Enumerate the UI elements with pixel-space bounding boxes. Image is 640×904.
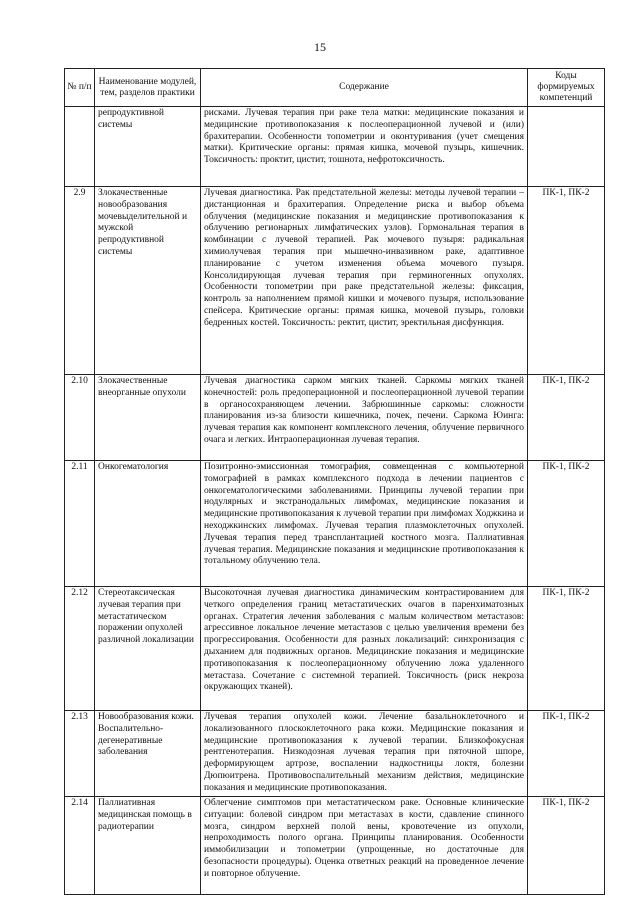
row-module-name: Стереотаксическая лучевая терапия при метастатическом поражении опухолей различной локализации bbox=[95, 587, 201, 711]
row-content: Высокоточная лучевая диагностика динамическим контрастированием для четкого определения границ метастатических очагов в паренхиматозных органах. Стратегия лечения заболевания с малым количеством метастазов: агрессивное локальное лечение метастазов с целью увеличения времени без прогрессирования. Особенности для разных локализаций: синхронизация с дыханием для подвижных органов. Медицинские показания и медицинские противопоказания к послеоперационному облучению ложа удаленного метастаза. Сочетание с системной терапией. Токсичность (риск некроза окружающих тканей). bbox=[201, 587, 528, 711]
row-number: 2.10 bbox=[65, 375, 95, 461]
row-module-name: Онкогематология bbox=[95, 461, 201, 587]
row-module-name: Злокачественные внеорганные опухоли bbox=[95, 375, 201, 461]
row-content: рисками. Лучевая терапия при раке тела матки: медицинские показания и медицинские противопоказания к послеоперационной лучевой и (или) брахитерапии. Особенности топометрии и оконтуривания (учет смещения матки). Критические органы: прямая кишка, мочевой пузырь, кишечник. Токсичность: проктит, цистит, тошнота, нефротоксичность. bbox=[201, 107, 528, 187]
row-content: Лучевая терапия опухолей кожи. Лечение базальноклеточного и локализованного плоскоклеточного рака кожи. Медицинские показания и медицинские противопоказания к лучевой терапии. Близкофокусная рентгенотерапия. Низкодозная лучевая терапия при пяточной шпоре, деформирующем артрозе, воспалении надкостницы локтя, болезни Дюпюитрена. Противовоспалительный механизм действия, медицинские показания и медицинские противопоказания. bbox=[201, 711, 528, 797]
header-module-name: Наименование модулей, тем, разделов практики bbox=[95, 69, 201, 107]
table-row bbox=[65, 711, 605, 797]
table-header-row bbox=[65, 69, 605, 107]
row-number: 2.13 bbox=[65, 711, 95, 797]
header-competency-codes: Коды формируемых компетенций bbox=[528, 69, 605, 107]
row-module-name: репродуктивной системы bbox=[95, 107, 201, 187]
row-number bbox=[65, 107, 95, 187]
row-competency-codes bbox=[528, 107, 605, 187]
row-module-name: Паллиативная медицинская помощь в радиотерапии bbox=[95, 797, 201, 895]
row-competency-codes: ПК-1, ПК-2 bbox=[528, 375, 605, 461]
row-module-name: Злокачественные новообразования мочевыделительной и мужской репродуктивной системы bbox=[95, 187, 201, 375]
row-module-name: Новообразования кожи. Воспалительно-дегенеративные заболевания bbox=[95, 711, 201, 797]
page-number: 15 bbox=[314, 40, 326, 54]
row-content: Лучевая диагностика. Рак предстательной железы: методы лучевой терапии – дистанционная и брахитерапия. Определение риска и выбор объема облучения (медицинские показания и медицинские противопоказания к облучению регионарных лимфатических узлов). Гормональная терапия в комбинации с лучевой терапией. Рак мочевого пузыря: радикальная химиолучевая терапия при мышечно-инвазивном раке, адаптивное планирование с учетом изменения объема мочевого пузыря. Консолидирующая лучевая терапия при герминогенных опухолях. Особенности топометрии при раке предстательной железы: фиксация, контроль за наполнением прямой кишки и мочевого пузыря, использование спейсера. Критические органы: прямая кишка, мочевой пузырь, головки бедренных костей. Токсичность: ректит, цистит, эректильная дисфункция. bbox=[201, 187, 528, 375]
row-number: 2.9 bbox=[65, 187, 95, 375]
row-competency-codes: ПК-1, ПК-2 bbox=[528, 461, 605, 587]
table-row bbox=[65, 797, 605, 895]
row-competency-codes: ПК-1, ПК-2 bbox=[528, 587, 605, 711]
table-row bbox=[65, 375, 605, 461]
row-competency-codes: ПК-1, ПК-2 bbox=[528, 797, 605, 895]
row-competency-codes: ПК-1, ПК-2 bbox=[528, 187, 605, 375]
table-row bbox=[65, 587, 605, 711]
row-number: 2.11 bbox=[65, 461, 95, 587]
table-row bbox=[65, 461, 605, 587]
row-content: Облегчение симптомов при метастатическом раке. Основные клинические ситуации: болевой синдром при метастазах в кости, сдавление спинного мозга, синдром верхней полой вены, кровотечение из опухоли, непроходимость полого органа. Принципы планирования. Особенности иммобилизации и топометрии (упрощенные, но достаточные для безопасности процедуры). Оценка ответных реакций на проведенное лечение и повторное облучение. bbox=[201, 797, 528, 895]
header-content: Содержание bbox=[201, 69, 528, 107]
table-row bbox=[65, 187, 605, 375]
curriculum-table bbox=[64, 68, 605, 895]
row-content: Позитронно-эмиссионная томография, совмещенная с компьютерной томографией в рамках комплексного подхода в лечении пациентов с онкогематологическими заболеваниями. Принципы лучевой терапии при нодулярных и экстранодальных лимфомах, медицинские показания и медицинские противопоказания к лучевой терапии при лимфомах Ходжкина и неходжкинских лимфомах. Лучевая терапия плазмоклеточных опухолей. Лучевая терапия перед трансплантацией костного мозга. Паллиативная лучевая терапия. Медицинские показания и медицинские противопоказания к тотальному облучению тела. bbox=[201, 461, 528, 587]
row-content: Лучевая диагностика сарком мягких тканей. Саркомы мягких тканей конечностей: роль предоперационной и послеоперационной лучевой терапии в органосохраняющем лечении. Забрюшинные саркомы: сложности планирования из-за близости кишечника, почек, печени. Саркома Юинга: лучевая терапия как компонент комплексного лечения, облучение первичного очага и легких. Интраоперационная лучевая терапия. bbox=[201, 375, 528, 461]
header-number: № п/п bbox=[65, 69, 95, 107]
row-number: 2.14 bbox=[65, 797, 95, 895]
row-number: 2.12 bbox=[65, 587, 95, 711]
row-competency-codes: ПК-1, ПК-2 bbox=[528, 711, 605, 797]
table-row bbox=[65, 107, 605, 187]
